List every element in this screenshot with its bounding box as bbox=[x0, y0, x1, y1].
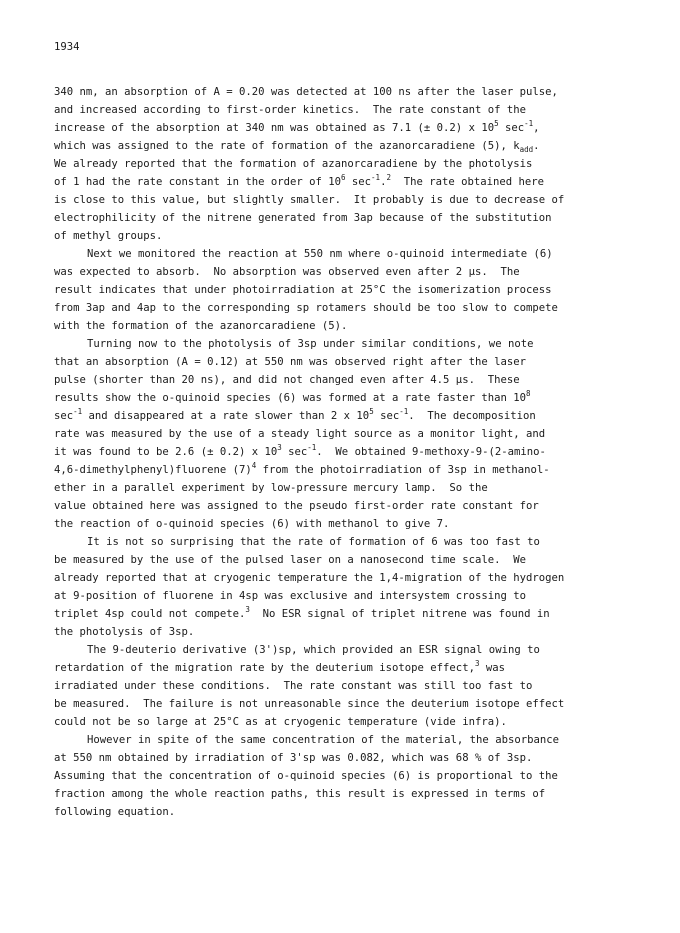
text-line: the photolysis of 3sp. bbox=[54, 626, 195, 638]
text-line: triplet 4sp could not compete.$^3$ No ESR signal of triplet nitrene was found in bbox=[54, 605, 550, 620]
text-line: of 1 had the rate constant in the order of $10^6$ $\sec^{-1}.^2$ The rate obtained here bbox=[54, 173, 545, 188]
text-line: Next we monitored the reaction at 550 nm where o-quinoid intermediate (6) bbox=[87, 248, 553, 260]
text-line: with the formation of the azanorcaradiene (5). bbox=[54, 320, 348, 332]
text-line: result indicates that under photoirradiation at 25°C the isomerization process bbox=[54, 284, 552, 296]
page-number: 1934 bbox=[54, 41, 80, 53]
text-line: pulse (shorter than 20 ns), and did not changed even after 4.5 µs. These bbox=[54, 374, 520, 386]
text-line: 340 nm, an absorption of A = 0.20 was detected at 100 ns after the laser pulse, bbox=[54, 86, 558, 98]
text-line: increase of the absorption at 340 nm was obtained as 7.1 (± 0.2) x $10^5$ $\sec^{-1}$, bbox=[54, 119, 540, 134]
text-line: at 550 nm obtained by irradiation of 3'sp was 0.082, which was 68 % of 3sp. bbox=[54, 752, 533, 764]
text-line: already reported that at cryogenic temperature the 1,4-migration of the hydrogen bbox=[54, 572, 565, 584]
text-line: irradiated under these conditions. The rate constant was still too fast to bbox=[54, 680, 533, 692]
text-line: the reaction of o-quinoid species (6) with methanol to give 7. bbox=[54, 518, 450, 530]
text-line: rate was measured by the use of a steady light source as a monitor light, and bbox=[54, 428, 546, 440]
text-line: We already reported that the formation of azanorcaradiene by the photolysis bbox=[54, 158, 533, 170]
text-line: Assuming that the concentration of o-quinoid species (6) is proportional to the bbox=[54, 770, 558, 782]
text-line: it was found to be 2.6 (± 0.2) x $10^3$ $\sec^{-1}$. We obtained 9-methoxy-9-(2-amino- bbox=[54, 443, 546, 458]
text-line: from 3ap and 4ap to the corresponding sp rotamers should be too slow to compete bbox=[54, 302, 558, 314]
text-line: was expected to absorb. No absorption was observed even after 2 µs. The bbox=[54, 266, 520, 278]
text-line: that an absorption (A = 0.12) at 550 nm was observed right after the laser bbox=[54, 356, 526, 368]
text-line: of methyl groups. bbox=[54, 230, 163, 242]
text-line: could not be so large at 25°C as at cryogenic temperature (vide infra). bbox=[54, 716, 507, 728]
text-line: The 9-deuterio derivative (3')sp, which provided an ESR signal owing to bbox=[87, 644, 540, 656]
text-line: is close to this value, but slightly smaller. It probably is due to decrease of bbox=[54, 194, 565, 206]
text-line: 4,6-dimethylphenyl)fluorene $(7)^4$ from the photoirradiation of 3sp in methanol- bbox=[54, 461, 550, 476]
text-line: $\sec^{-1}$ and disappeared at a rate slower than 2 x $10^5$ $\sec^{-1}$. The decomposition bbox=[54, 407, 536, 422]
text-line: ether in a parallel experiment by low-pressure mercury lamp. So the bbox=[54, 482, 488, 494]
text-line: Turning now to the photolysis of 3sp under similar conditions, we note bbox=[87, 338, 534, 350]
text-line: and increased according to first-order kinetics. The rate constant of the bbox=[54, 104, 526, 116]
text-line: retardation of the migration rate by the deuterium isotope effect,$^3$ was bbox=[54, 659, 505, 674]
text-line: be measured by the use of the pulsed laser on a nanosecond time scale. We bbox=[54, 554, 526, 566]
text-line: results show the o-quinoid species (6) was formed at a rate faster than $10^8$ bbox=[54, 389, 531, 404]
text-line: It is not so surprising that the rate of formation of 6 was too fast to bbox=[87, 536, 540, 548]
text-line: However in spite of the same concentration of the material, the absorbance bbox=[87, 734, 559, 746]
text-line: fraction among the whole reaction paths, this result is expressed in terms of bbox=[54, 788, 546, 800]
text-line: electrophilicity of the nitrene generated from 3ap because of the substitution bbox=[54, 212, 552, 224]
text-line: at 9-position of fluorene in 4sp was exclusive and intersystem crossing to bbox=[54, 590, 526, 602]
text-line: be measured. The failure is not unreasonable since the deuterium isotope effect bbox=[54, 698, 565, 710]
text-line: which was assigned to the rate of formation of the azanorcaradiene (5), $k_{add}$. bbox=[54, 140, 540, 154]
text-line: following equation. bbox=[54, 806, 176, 818]
text-line: value obtained here was assigned to the pseudo first-order rate constant for bbox=[54, 500, 539, 512]
